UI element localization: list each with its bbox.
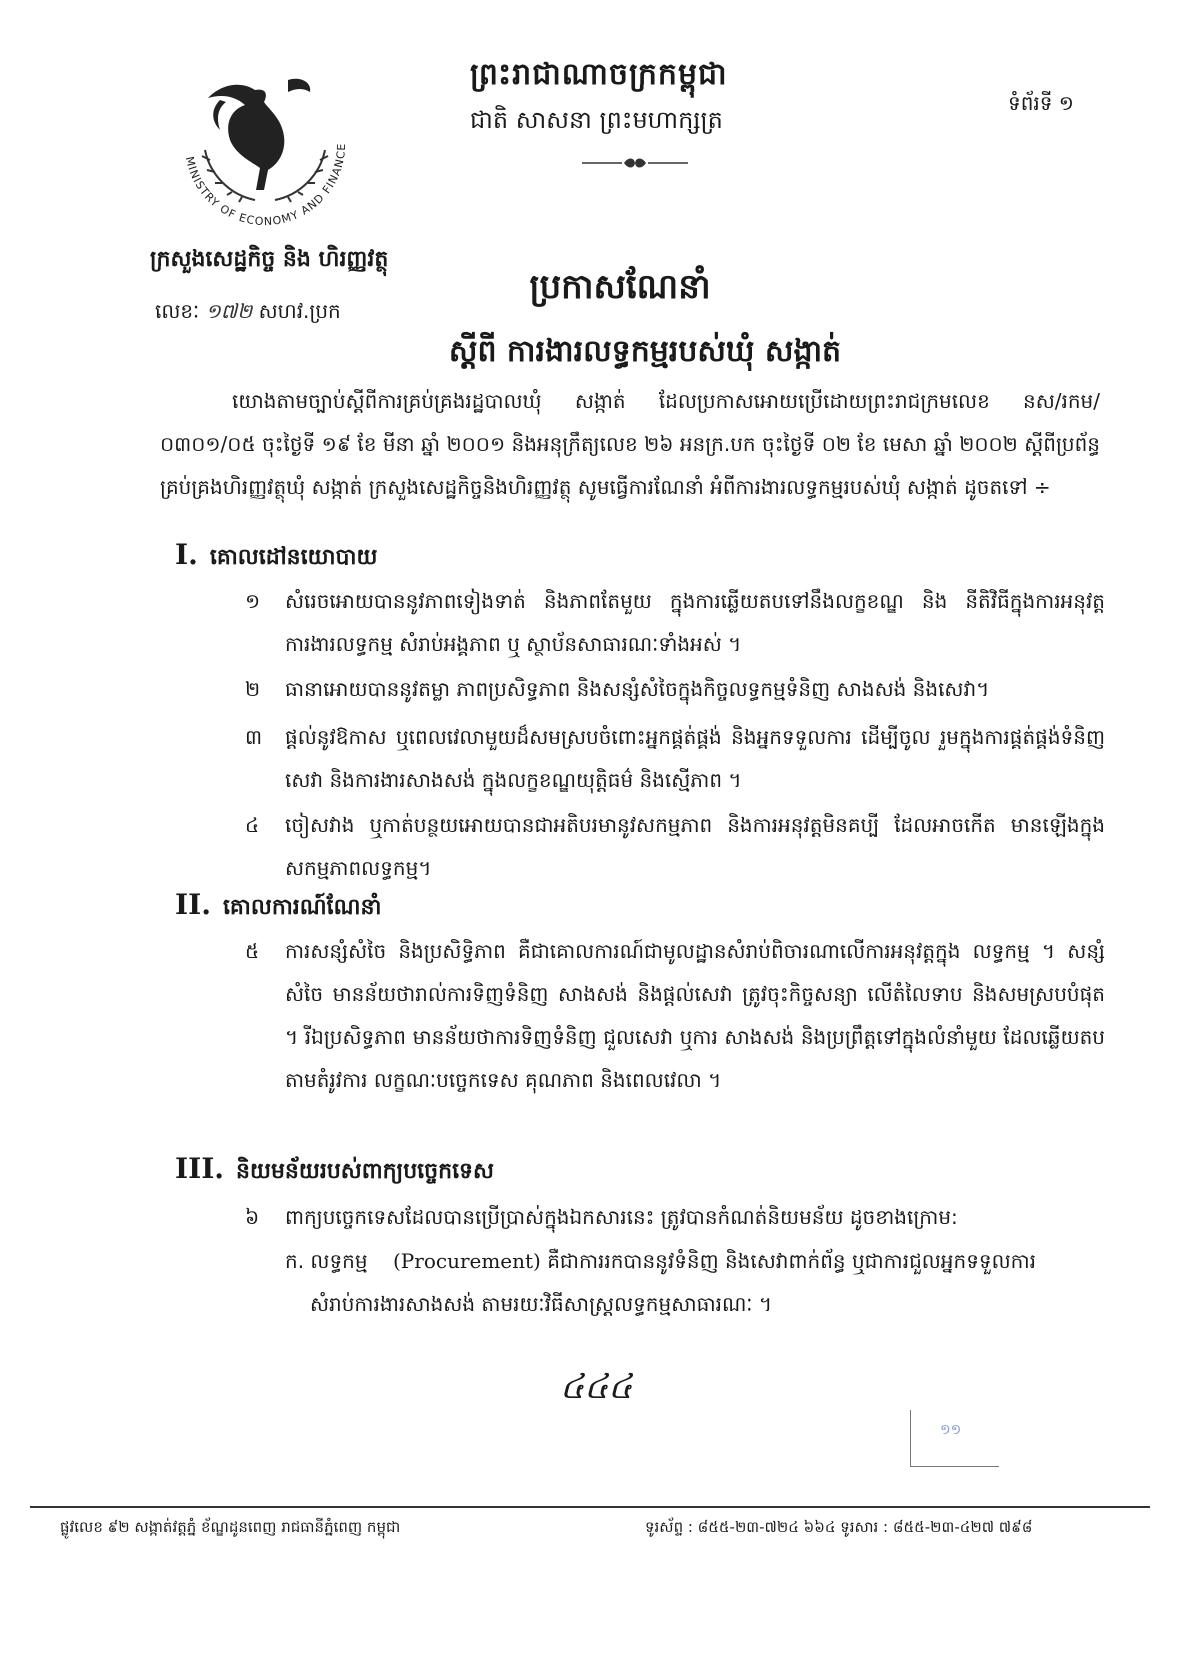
section-heading <box>175 1152 494 1189</box>
sub-item <box>285 1240 1105 1326</box>
document-subtitle: ស្តីពី ការងារលទ្ធកម្មរបស់ឃុំ សង្កាត់ <box>448 334 842 369</box>
item-number: ១ <box>245 589 261 613</box>
stamp-mark: ១១ <box>940 1422 962 1438</box>
reference-value: ១៧២ <box>205 299 253 323</box>
item-text: ការសន្សំសំចៃ និងប្រសិទ្ធិភាព គឺជាគោលការណ៍ជាមូលដ្ឋានសំរាប់ពិចារណាលើការអនុវត្តក្នុង លទ្ធកម្ម ។ សន្សំសំចៃ មានន័យថារាល់ការទិញទំនិញ សាងសង់ និងផ្តល់សេវា ត្រូវចុះកិច្ចសន្យា លើតំលៃទាប និងសមស្របបំផុត ។ រីឯប្រសិទ្ធភាព មានន័យថាការទិញទំនិញ ជួលសេវា ឬការ សាងសង់ និងប្រព្រឹត្តទៅក្នុងលំនាំមួយ ដែលឆ្លើយតបតាមតំរូវការ លក្ខណៈបច្ចេកទេស គុណភាព និងពេលវេលា ។ <box>285 939 1105 1092</box>
footer-divider <box>30 1506 1150 1508</box>
section-heading <box>175 538 377 575</box>
footer-contact: ទូរស័ព្ទ : ៨៥៥-២៣-៧២៤ ៦៦៤ ទូរសារ : ៨៥៥-២៣-៤២៧ ៧៩៨ <box>645 1518 1033 1536</box>
item-text: សំរេចអោយបាននូវភាពទៀងទាត់ និងភាពតែមួយ ក្នុងការឆ្លើយតបទៅនឹងលក្ខខណ្ឌ និង នីតិវិធីក្នុងការអនុវត្តការងារលទ្ធកម្ម សំរាប់អង្គភាព ឬ ស្ថាប័នសាធារណៈទាំងអស់ ។ <box>285 589 1105 656</box>
item-text: ធានាអោយបាននូវតម្លា ភាពប្រសិទ្ធភាព និងសន្សំសំចៃក្នុងកិច្ចលទ្ធកម្មទំនិញ សាងសង់ និងសេវា។ <box>285 677 990 701</box>
reference-suffix: សហវ.ប្រក <box>258 299 341 323</box>
handwritten-page-number: ៤៤៤ <box>560 1367 633 1407</box>
section-numeral: III. <box>175 1152 225 1185</box>
intro-paragraph: យោងតាមច្បាប់ស្តីពីការគ្រប់គ្រងរដ្ឋបាលឃុំ សង្កាត់ ដែលប្រកាសអោយប្រើដោយព្រះរាជក្រមលេខ នស/រកម/០៣០១/០៥ ចុះថ្ងៃទី ១៩ ខែ មីនា ឆ្នាំ ២០០១ និងអនុក្រឹត្យលេខ ២៦ អនក្រ.បក ចុះថ្ងៃទី ០២ ខែ មេសា ឆ្នាំ ២០០២ ស្តីពីប្រព័ន្ធគ្រប់គ្រងហិរញ្ញវត្ថុឃុំ សង្កាត់ ក្រសួងសេដ្ឋកិច្ចនិងហិរញ្ញវត្ថុ សូមធ្វើការណែនាំ អំពីការងារលទ្ធកម្មរបស់ឃុំ សង្កាត់ ដូចតទៅ ÷ <box>160 389 1100 499</box>
sub-item-continuation: សំរាប់ការងារសាងសង់ តាមរយៈវិធីសាស្ត្រលទ្ធកម្មសាធារណៈ ។ <box>310 1292 773 1316</box>
list-item <box>245 804 1105 890</box>
sub-item-label: ក. <box>285 1249 305 1273</box>
item-text: ផ្តល់នូវឱកាស ឬពេលវេលាមួយដ៏សមស្របចំពោះអ្នកផ្គត់ផ្គង់ និងអ្នកទទួលការ ដើម្បីចូល រួមក្នុងការផ្គត់ផ្គង់ទំនិញ សេវា និងការងារសាងសង់ ក្នុងលក្ខខណ្ឌយុត្តិធម៌ និងស្មើភាព ។ <box>285 725 1105 792</box>
item-number: ៥ <box>245 939 260 963</box>
document-title: ប្រកាសណែនាំ <box>529 267 711 307</box>
ministry-name: ក្រសួងសេដ្ឋកិច្ច និង ហិរញ្ញវត្ថុ <box>150 247 389 272</box>
item-number: ៣ <box>245 725 263 749</box>
section-title: គោលដៅនយោបាយ <box>209 545 378 570</box>
list-item <box>245 668 1105 711</box>
list-item <box>245 580 1105 666</box>
list-item <box>245 930 1105 1102</box>
ornament-divider-icon <box>580 156 690 170</box>
item-number: ២ <box>245 677 261 701</box>
section-heading <box>175 888 381 925</box>
item-text: ចៀសវាង ឬកាត់បន្ថយអោយបានជាអតិបរមានូវសកម្មភាព និងការអនុវត្តមិនគប្បី ដែលអាចកើត មានឡើងក្នុងសកម្មភាពលទ្ធកម្ម។ <box>285 813 1105 880</box>
logo-text: MINISTRY OF ECONOMY AND FINANCE <box>182 142 349 229</box>
national-motto: ជាតិ សាសនា ព្រះមហាក្សត្រ <box>470 106 723 134</box>
rooster-icon <box>208 79 310 190</box>
page-number: ទំព័រទី ១ <box>1008 91 1074 115</box>
section-numeral: II. <box>175 888 211 921</box>
list-item <box>245 1196 1105 1239</box>
section-title: គោលការណ៍ណែនាំ <box>222 895 382 920</box>
sub-item-english-term: (Procurement) <box>393 1249 541 1273</box>
reference-label: លេខៈ <box>155 299 200 323</box>
sub-item-term: លទ្ធកម្ម <box>310 1249 368 1273</box>
list-item <box>245 716 1105 802</box>
item-text: ពាក្យបច្ចេកទេសដែលបានប្រើប្រាស់ក្នុងឯកសារនេះ ត្រូវបានកំណត់និយមន័យ ដូចខាងក្រោម: <box>285 1205 958 1229</box>
sub-item-text: គឺជាការរកបាននូវទំនិញ និងសេវាពាក់ព័ន្ធ ឬជាការជួលអ្នកទទួលការ <box>547 1249 1037 1273</box>
item-number: ៦ <box>245 1205 260 1229</box>
item-number: ៤ <box>245 813 260 837</box>
section-numeral: I. <box>175 538 198 571</box>
ministry-logo <box>160 50 370 240</box>
kingdom-heading: ព្រះរាជាណាចក្រកម្ពុជា <box>470 57 728 92</box>
footer-address: ផ្លូវលេខ ៩២ សង្កាត់វត្តភ្នំ ខ័ណ្ឌដូនពេញ រាជធានីភ្នំពេញ កម្ពុជា <box>60 1518 401 1536</box>
section-title: និយមន័យរបស់ពាក្យបច្ចេកទេស <box>236 1159 494 1184</box>
